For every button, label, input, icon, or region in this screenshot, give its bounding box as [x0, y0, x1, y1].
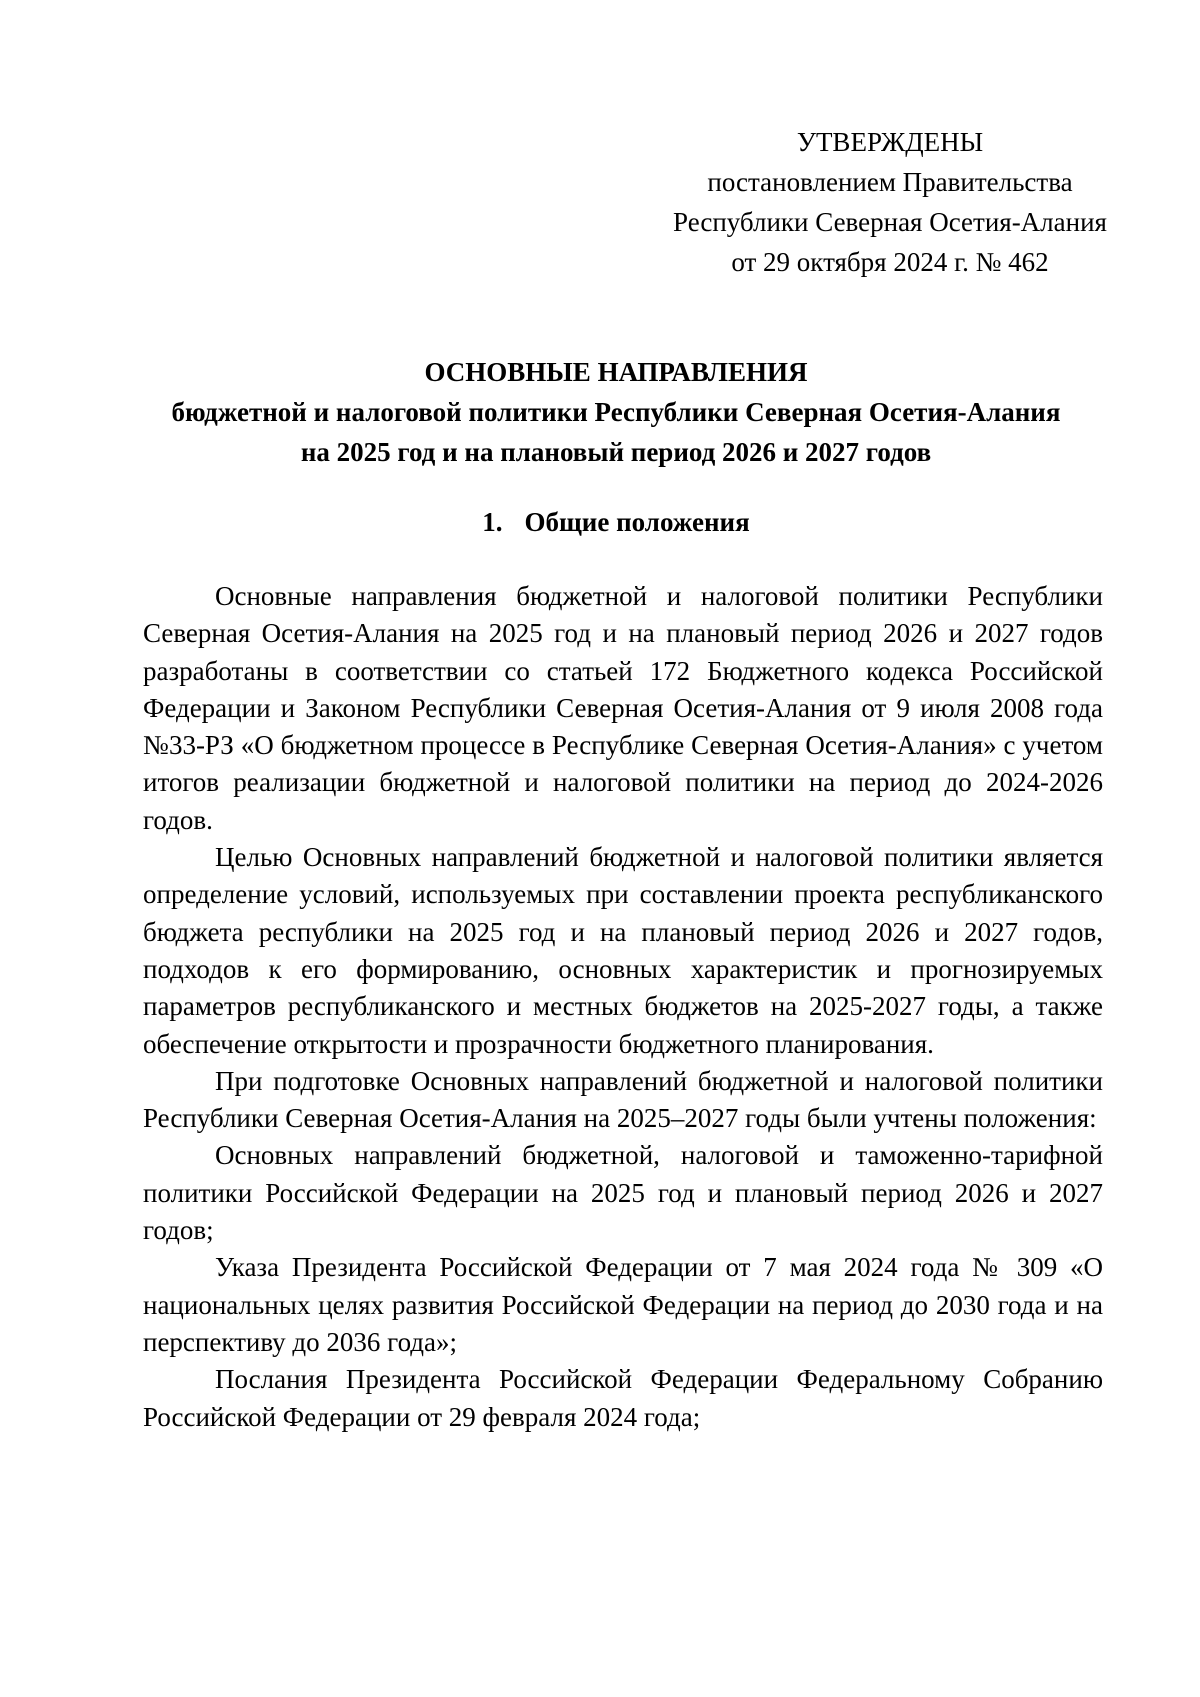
section-title: Общие положения [524, 507, 750, 537]
approval-line-approved: УТВЕРЖДЕНЫ [796, 127, 984, 157]
paragraph: Послания Президента Российской Федерации Федеральному Собранию Российской Федерации от 29 февраля 2024 года; [143, 1364, 1103, 1432]
section-body [143, 578, 1103, 1436]
document-title [140, 352, 1092, 472]
title-line-main: ОСНОВНЫЕ НАПРАВЛЕНИЯ [424, 357, 808, 387]
approval-stamp-block [640, 122, 1140, 282]
section-heading [140, 502, 1092, 542]
title-line-subject: бюджетной и налоговой политики Республики Северная Осетия-Алания [171, 397, 1061, 427]
approval-line-resolution: постановлением Правительства [707, 167, 1073, 197]
section-number: 1. [482, 507, 503, 537]
paragraph: Основные направления бюджетной и налоговой политики Республики Северная Осетия-Алания на 2025 год и на плановый период 2026 и 2027 годов разработаны в соответствии со статьей 172 Бюджетного кодекса Российской Федерации и Законом Республики Северная Осетия-Алания от 9 июля 2008 года №33-РЗ «О бюджетном процессе в Республике Северная Осетия-Алания» с учетом итогов реализации бюджетной и налоговой политики на период до 2024-2026 годов. [143, 581, 1103, 835]
approval-line-republic: Республики Северная Осетия-Алания [673, 207, 1107, 237]
paragraph: Целью Основных направлений бюджетной и налоговой политики является определение условий, используемых при составлении проекта республиканского бюджета республики на 2025 год и на плановый период 2026 и 2027 годов, подходов к его формированию, основных характеристик и прогнозируемых параметров республиканского и местных бюджетов на 2025-2027 годы, а также обеспечение открытости и прозрачности бюджетного планирования. [143, 842, 1103, 1059]
paragraph: Основных направлений бюджетной, налоговой и таможенно-тарифной политики Российской Федерации на 2025 год и плановый период 2026 и 2027 годов; [143, 1140, 1103, 1246]
title-line-period: на 2025 год и на плановый период 2026 и 2027 годов [300, 437, 932, 467]
approval-line-date-number: от 29 октября 2024 г. № 462 [731, 247, 1049, 277]
paragraph: Указа Президента Российской Федерации от 7 мая 2024 года № 309 «О национальных целях развития Российской Федерации на период до 2030 года и на перспективу до 2036 года»; [143, 1252, 1103, 1357]
paragraph: При подготовке Основных направлений бюджетной и налоговой политики Республики Северная Осетия-Алания на 2025–2027 годы были учтены положения: [143, 1065, 1103, 1134]
